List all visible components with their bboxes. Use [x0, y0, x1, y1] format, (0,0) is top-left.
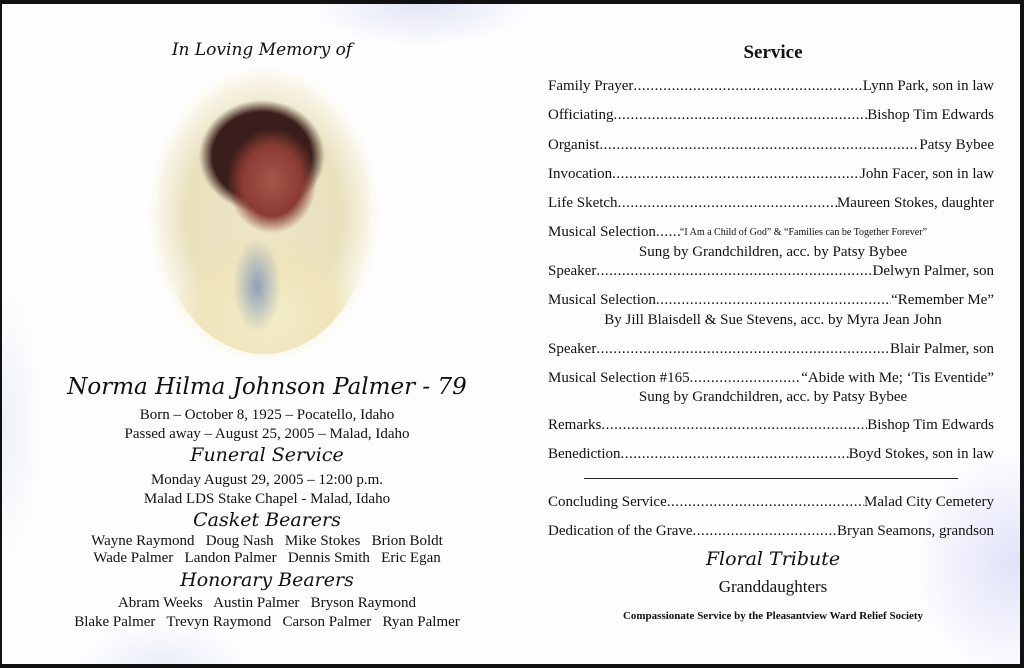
program-sheet: [2, 4, 1020, 664]
service-entry: Officiating ..... Bishop Tim Edwards: [548, 107, 994, 124]
right-panel: [548, 4, 998, 664]
floral-by: Granddaughters: [718, 577, 828, 596]
service-entry: Organist ..... Patsy Bybee: [548, 137, 994, 154]
service-entry: Invocation ..... John Facer, son in law: [548, 166, 994, 183]
floral-heading: Floral Tribute: [705, 548, 841, 570]
memory-header: In Loving Memory of: [171, 40, 353, 60]
service-entry: Musical Selection ..... “I Am a Child of God” & “Families can be Together Forever”: [548, 224, 994, 241]
funeral-heading: Funeral Service: [190, 444, 344, 466]
service-entry: Musical Selection ..... “Remember Me”: [548, 292, 994, 309]
honorary-heading: Honorary Bearers: [180, 569, 354, 591]
service-entry: Concluding Service ..... Malad City Cemetery: [548, 494, 994, 511]
footer-credit: Compassionate Service by the Pleasantview Ward Relief Society: [622, 610, 924, 622]
funeral-location: Malad LDS Stake Chapel - Malad, Idaho: [143, 491, 391, 507]
service-entry: Remarks ..... Bishop Tim Edwards: [548, 417, 994, 434]
service-title: Service: [743, 42, 803, 63]
left-panel: [2, 4, 522, 664]
service-entry: Speaker ..... Blair Palmer, son: [548, 341, 994, 358]
service-subline: By Jill Blaisdell & Sue Stevens, acc. by Myra Jean John: [604, 312, 942, 328]
service-entry: Family Prayer ..... Lynn Park, son in law: [548, 78, 994, 95]
service-entry: Speaker ..... Delwyn Palmer, son: [548, 263, 994, 280]
funeral-date: Monday August 29, 2005 – 12:00 p.m.: [150, 472, 384, 488]
service-entry: Musical Selection #165 ..... “Abide with Me; ‘Tis Eventide”: [548, 370, 994, 387]
casket-row: Wade Palmer Landon Palmer Dennis Smith Eric Egan: [93, 550, 441, 566]
service-entry: Benediction ..... Boyd Stokes, son in law: [548, 446, 994, 463]
casket-heading: Casket Bearers: [193, 509, 341, 531]
honorary-row: Blake Palmer Trevyn Raymond Carson Palmer Ryan Palmer: [74, 614, 460, 630]
service-entry: Dedication of the Grave ..... Bryan Seamons, grandson: [548, 523, 994, 540]
service-subline: Sung by Grandchildren, acc. by Patsy Bybee: [638, 244, 908, 260]
passed-line: Passed away – August 25, 2005 – Malad, Idaho: [124, 426, 410, 442]
born-line: Born – October 8, 1925 – Pocatello, Idaho: [139, 407, 395, 423]
divider: [584, 478, 958, 479]
portrait-photo: [157, 76, 371, 354]
deceased-name: Norma Hilma Johnson Palmer - 79: [67, 374, 467, 400]
casket-row: Wayne Raymond Doug Nash Mike Stokes Brion Boldt: [91, 533, 443, 549]
service-subline: Sung by Grandchildren, acc. by Patsy Bybee: [638, 389, 908, 405]
honorary-row: Abram Weeks Austin Palmer Bryson Raymond: [117, 595, 417, 611]
service-entry: Life Sketch ..... Maureen Stokes, daughter: [548, 195, 994, 212]
